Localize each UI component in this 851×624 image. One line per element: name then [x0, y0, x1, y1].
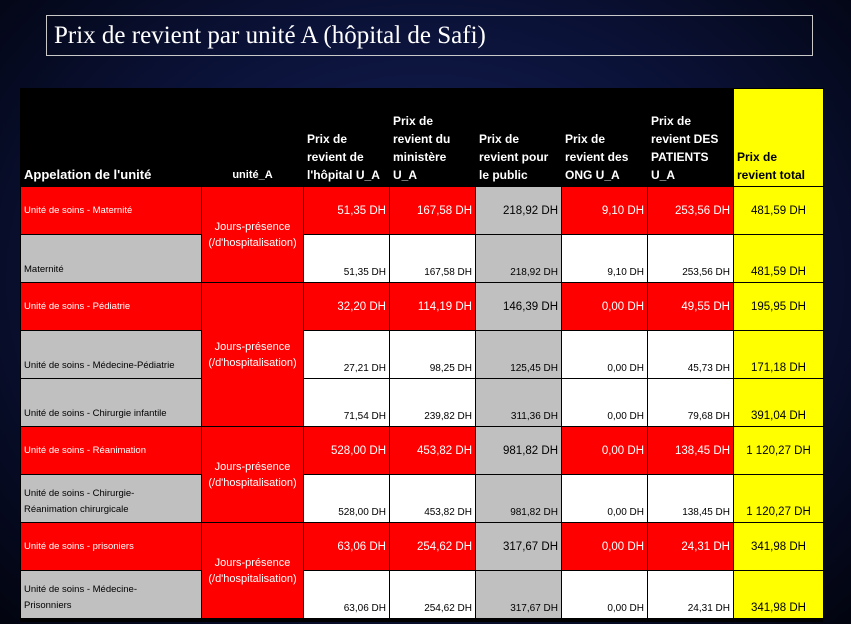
- cell-patients: 253,56 DH: [648, 235, 734, 283]
- cell-patients: 138,45 DH: [648, 475, 734, 523]
- header-ong: [562, 89, 648, 187]
- row-unit-name: Unité de soins - Maternité: [21, 187, 202, 235]
- cell-patients: 253,56 DH: [648, 187, 734, 235]
- cell-patients: 24,31 DH: [648, 523, 734, 571]
- cell-hopital: 528,00 DH: [304, 475, 390, 523]
- cell-hopital: 63,06 DH: [304, 571, 390, 619]
- cell-public: 125,45 DH: [476, 331, 562, 379]
- header-hopital-line: l'hôpital U_A: [307, 168, 380, 182]
- cell-ministere: 254,62 DH: [390, 523, 476, 571]
- cell-patients: 138,45 DH: [648, 427, 734, 475]
- cell-hopital: 32,20 DH: [304, 283, 390, 331]
- cell-total: 481,59 DH: [734, 235, 824, 283]
- header-ministere-line: revient du: [393, 132, 451, 146]
- cell-ministere: 254,62 DH: [390, 571, 476, 619]
- header-patients-line: PATIENTS: [651, 150, 709, 164]
- cell-total: 481,59 DH: [734, 187, 824, 235]
- cell-hopital: 51,35 DH: [304, 187, 390, 235]
- header-ministere-line: Prix de: [393, 114, 434, 128]
- header-total-line: revient total: [737, 168, 806, 182]
- cell-public: 981,82 DH: [476, 475, 562, 523]
- row-unit-name: Unité de soins - Médecine-Pédiatrie: [21, 331, 202, 379]
- cost-table-container: [20, 88, 823, 622]
- cell-ministere: 167,58 DH: [390, 187, 476, 235]
- header-ong-line: Prix de: [565, 132, 606, 146]
- row-unit-name: Unité de soins - Réanimation: [21, 427, 202, 475]
- header-unit-a: unité_A: [202, 89, 304, 187]
- header-ong-line: ONG U_A: [565, 168, 620, 182]
- cell-ong: 0,00 DH: [562, 475, 648, 523]
- header-hopital-line: Prix de: [307, 132, 348, 146]
- header-public-line: Prix de: [479, 132, 520, 146]
- header-patients-line: revient DES: [651, 132, 719, 146]
- cell-total: 391,04 DH: [734, 379, 824, 427]
- row-unit-name-line: Prisonniers: [24, 600, 72, 611]
- cell-ministere: 98,25 DH: [390, 331, 476, 379]
- cell-hopital: 528,00 DH: [304, 427, 390, 475]
- header-public-line: le public: [479, 168, 528, 182]
- cell-ong: 9,10 DH: [562, 187, 648, 235]
- cell-patients: 45,73 DH: [648, 331, 734, 379]
- header-unit-name: Appelation de l'unité: [21, 89, 202, 187]
- unit-a-cell: Jours-présence (/d'hospitalisation): [202, 427, 304, 523]
- cell-total: 341,98 DH: [734, 571, 824, 619]
- table-row: [21, 427, 824, 475]
- cell-ministere: 453,82 DH: [390, 475, 476, 523]
- cell-total: 171,18 DH: [734, 331, 824, 379]
- row-unit-name: Unité de soins - Pédiatrie: [21, 283, 202, 331]
- header-total: [734, 89, 824, 187]
- unit-a-cell: Jours-présence (/d'hospitalisation): [202, 283, 304, 427]
- unit-a-cell: Jours-présence (/d'hospitalisation): [202, 187, 304, 283]
- cell-hopital: 71,54 DH: [304, 379, 390, 427]
- table-row: [21, 571, 824, 619]
- cell-ong: 0,00 DH: [562, 427, 648, 475]
- cell-public: 317,67 DH: [476, 571, 562, 619]
- cell-ong: 0,00 DH: [562, 283, 648, 331]
- header-public-line: revient pour: [479, 150, 549, 164]
- row-unit-name: [21, 571, 202, 619]
- header-ong-line: revient des: [565, 150, 629, 164]
- table-row: [21, 379, 824, 427]
- cell-hopital: 63,06 DH: [304, 523, 390, 571]
- header-hopital: [304, 89, 390, 187]
- header-patients-line: U_A: [651, 168, 676, 182]
- cell-ong: 9,10 DH: [562, 235, 648, 283]
- cell-public: 317,67 DH: [476, 523, 562, 571]
- cell-ministere: 453,82 DH: [390, 427, 476, 475]
- cell-patients: 49,55 DH: [648, 283, 734, 331]
- cell-total: 341,98 DH: [734, 523, 824, 571]
- cell-ong: 0,00 DH: [562, 523, 648, 571]
- cell-ministere: 239,82 DH: [390, 379, 476, 427]
- row-unit-name: Unité de soins - prisoniers: [21, 523, 202, 571]
- table-row: [21, 523, 824, 571]
- row-unit-name: [21, 475, 202, 523]
- cost-table: [20, 88, 824, 619]
- cell-ong: 0,00 DH: [562, 379, 648, 427]
- row-unit-name: Maternité: [21, 235, 202, 283]
- cell-total: 195,95 DH: [734, 283, 824, 331]
- header-ministere-line: U_A: [393, 168, 418, 182]
- row-unit-name: Unité de soins - Chirurgie infantile: [21, 379, 202, 427]
- row-unit-name-line: Unité de soins - Chirurgie-: [24, 488, 135, 499]
- cell-ong: 0,00 DH: [562, 331, 648, 379]
- cell-total: 1 120,27 DH: [734, 427, 824, 475]
- header-patients: [648, 89, 734, 187]
- cell-ong: 0,00 DH: [562, 571, 648, 619]
- cell-public: 146,39 DH: [476, 283, 562, 331]
- cell-public: 218,92 DH: [476, 187, 562, 235]
- row-unit-name-line: Unité de soins - Médecine-: [24, 584, 137, 595]
- table-row: [21, 283, 824, 331]
- header-ministere: [390, 89, 476, 187]
- row-unit-name-line: Réanimation chirurgicale: [24, 504, 129, 515]
- cell-public: 311,36 DH: [476, 379, 562, 427]
- header-ministere-line: ministère: [393, 150, 447, 164]
- header-row: [21, 89, 824, 187]
- cell-public: 981,82 DH: [476, 427, 562, 475]
- cell-patients: 79,68 DH: [648, 379, 734, 427]
- cell-ministere: 114,19 DH: [390, 283, 476, 331]
- slide-title: Prix de revient par unité A (hôpital de Safi): [46, 15, 813, 56]
- table-row: [21, 331, 824, 379]
- table-row: [21, 235, 824, 283]
- table-row: [21, 187, 824, 235]
- header-public: [476, 89, 562, 187]
- table-row: [21, 475, 824, 523]
- cell-total: 1 120,27 DH: [734, 475, 824, 523]
- header-hopital-line: revient de: [307, 150, 364, 164]
- cell-ministere: 167,58 DH: [390, 235, 476, 283]
- cell-patients: 24,31 DH: [648, 571, 734, 619]
- header-patients-line: Prix de: [651, 114, 692, 128]
- cell-hopital: 27,21 DH: [304, 331, 390, 379]
- cell-hopital: 51,35 DH: [304, 235, 390, 283]
- unit-a-cell: Jours-présence (/d'hospitalisation): [202, 523, 304, 619]
- header-total-line: Prix de: [737, 150, 778, 164]
- cell-public: 218,92 DH: [476, 235, 562, 283]
